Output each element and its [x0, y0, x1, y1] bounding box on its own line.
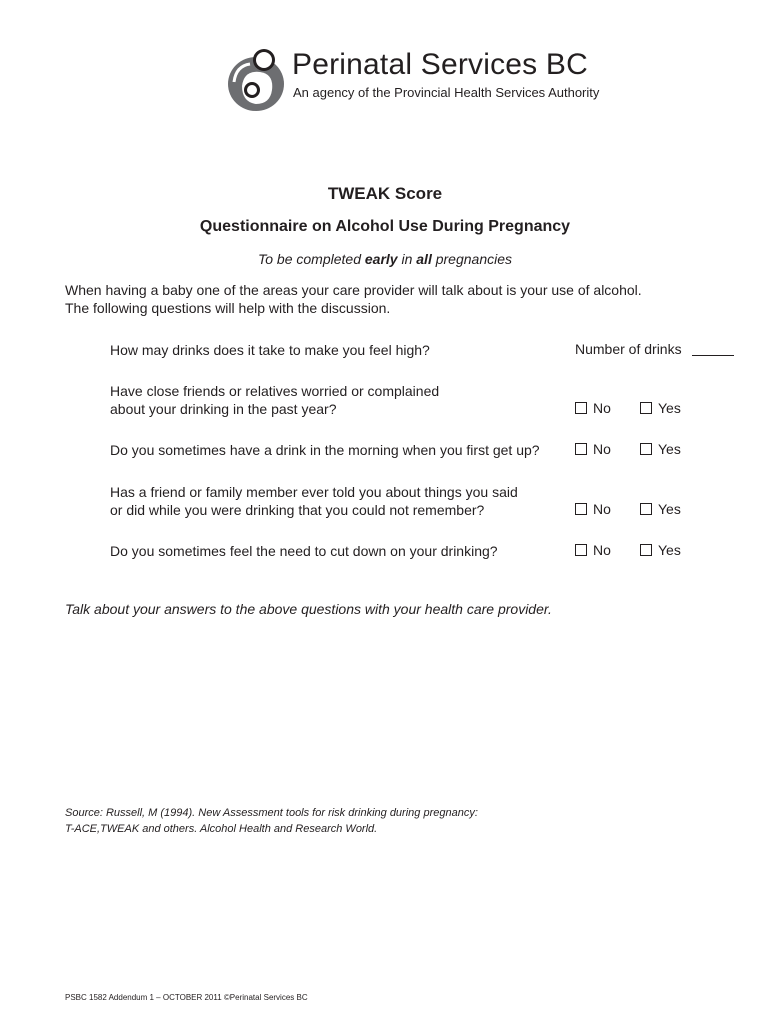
- intro-line: The following questions will help with the discussion.: [65, 300, 391, 316]
- source-citation: [65, 805, 478, 837]
- instruction-emphasis: all: [416, 251, 432, 267]
- question-text: How may drinks does it take to make you feel high?: [110, 342, 430, 358]
- intro-line: When having a baby one of the areas your care provider will talk about is your use of alcohol.: [65, 282, 642, 298]
- org-subtitle: An agency of the Provincial Health Services Authority: [293, 85, 600, 100]
- question-4: [110, 483, 570, 519]
- instruction-part: To be completed: [257, 251, 365, 267]
- question-text: Do you sometimes feel the need to cut down on your drinking?: [110, 543, 498, 559]
- question-text: or did while you were drinking that you could not remember?: [110, 502, 485, 518]
- checkbox-icon[interactable]: [640, 503, 652, 515]
- question-2: [110, 382, 570, 418]
- intro-paragraph: [65, 281, 725, 317]
- question-text: about your drinking in the past year?: [110, 401, 337, 417]
- question-text: Have close friends or relatives worried or complained: [110, 383, 440, 399]
- q5-no-option[interactable]: [575, 542, 611, 558]
- option-label: Yes: [658, 400, 681, 416]
- checkbox-icon[interactable]: [575, 544, 587, 556]
- q3-no-option[interactable]: [575, 441, 611, 457]
- number-of-drinks-label: Number of drinks: [575, 341, 682, 357]
- instruction-emphasis: early: [364, 251, 398, 267]
- instruction-part: in: [397, 251, 417, 267]
- source-line: Source: Russell, M (1994). New Assessment tools for risk drinking during pregnancy:: [65, 807, 478, 819]
- mother-child-logo-icon: [226, 46, 292, 112]
- instruction-text: [0, 251, 770, 267]
- q4-yes-option[interactable]: [640, 501, 681, 517]
- number-of-drinks-input[interactable]: [692, 355, 734, 356]
- talk-note: Talk about your answers to the above questions with your health care provider.: [65, 601, 552, 617]
- footer-text: PSBC 1582 Addendum 1 – OCTOBER 2011 ©Perinatal Services BC: [65, 993, 308, 1002]
- page-subtitle: Questionnaire on Alcohol Use During Pregnancy: [199, 218, 571, 235]
- question-text: Do you sometimes have a drink in the morning when you first get up?: [110, 442, 540, 458]
- q3-yes-option[interactable]: [640, 441, 681, 457]
- question-5: [110, 542, 570, 560]
- option-label: No: [593, 542, 611, 558]
- page-title: TWEAK Score: [327, 184, 443, 203]
- instruction-part: pregnancies: [431, 251, 513, 267]
- checkbox-icon[interactable]: [575, 443, 587, 455]
- checkbox-icon[interactable]: [640, 402, 652, 414]
- q5-yes-option[interactable]: [640, 542, 681, 558]
- question-3: [110, 441, 580, 459]
- option-label: No: [593, 441, 611, 457]
- org-name: Perinatal Services BC: [292, 48, 588, 81]
- option-label: Yes: [658, 501, 681, 517]
- option-label: No: [593, 400, 611, 416]
- q2-yes-option[interactable]: [640, 400, 681, 416]
- checkbox-icon[interactable]: [575, 503, 587, 515]
- q4-no-option[interactable]: [575, 501, 611, 517]
- source-line: T-ACE,TWEAK and others. Alcohol Health and Research World.: [65, 823, 378, 835]
- question-text: Has a friend or family member ever told you about things you said: [110, 484, 518, 500]
- q2-no-option[interactable]: [575, 400, 611, 416]
- checkbox-icon[interactable]: [640, 544, 652, 556]
- option-label: Yes: [658, 441, 681, 457]
- checkbox-icon[interactable]: [640, 443, 652, 455]
- checkbox-icon[interactable]: [575, 402, 587, 414]
- option-label: Yes: [658, 542, 681, 558]
- question-1: [110, 341, 570, 359]
- option-label: No: [593, 501, 611, 517]
